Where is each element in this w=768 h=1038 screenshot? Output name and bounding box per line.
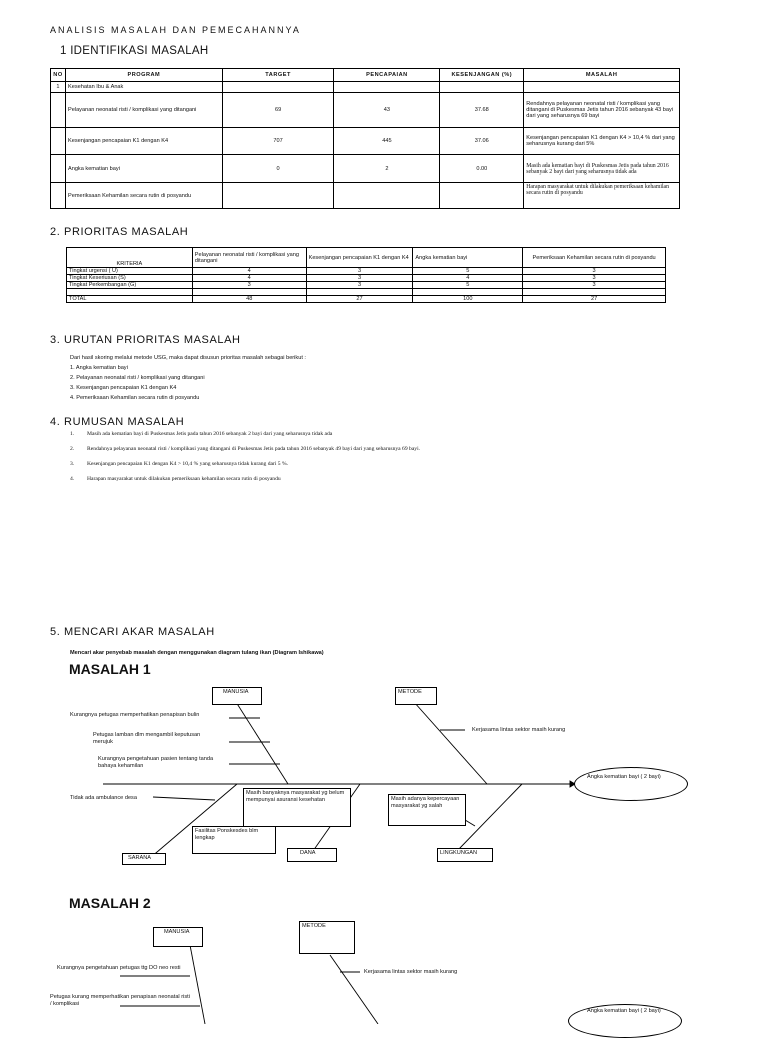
cell: 3 (306, 268, 413, 275)
group-label: Kesehatan Ibu & Anak (65, 82, 222, 93)
row-program: Angka kematian bayi (65, 155, 222, 183)
group-no: 1 (51, 82, 66, 93)
cause-label: Kerjasama lintas sektor masih kurang (364, 969, 458, 975)
masalah2-title: MASALAH 2 (69, 895, 151, 911)
problem-head-oval: Angka kematian bayi ( 2 bayi) (574, 767, 688, 801)
cause-label: Kurangnya petugas memperhatikan penapisan bulin (70, 712, 200, 718)
cause-label: Tidak ada ambulance desa (70, 795, 137, 801)
col-kesenjangan: KESENJANGAN (%) (440, 69, 524, 82)
row-kesenjangan: 37.06 (440, 128, 524, 155)
col-pemeriksaan: Pemeriksaan Kehamilan secara rutin di posyandu (523, 248, 666, 268)
cause-box-fasilitas: Fasilitas Ponskesdes blm lengkap (192, 826, 276, 854)
bone-manusia-2 (190, 945, 205, 1024)
col-no: NO (51, 69, 66, 82)
category-lingkungan: LINGKUNGAN (437, 848, 493, 862)
total-label: TOTAL (67, 296, 193, 303)
row-pencapaian: 43 (334, 93, 440, 128)
cause-label: Kurangnya pengetahuan pasien tentang tanda bahaya kehamilan (98, 756, 214, 769)
list-item: 4. Pemeriksaan Kehamilan secara rutin di posyandu (70, 395, 200, 401)
bone-lingkungan (458, 784, 522, 850)
cell: 27 (523, 296, 666, 303)
col-kriteria: KRITERIA (67, 248, 193, 268)
row-program: Kesenjangan pencapaian K1 dengan K4 (65, 128, 222, 155)
masalah1-title: MASALAH 1 (69, 661, 151, 677)
problem-head-oval-2: Angka kematian bayi ( 2 bayi) (568, 1004, 682, 1038)
row-program: Pelayanan neonatal risti / komplikasi yang ditangani (65, 93, 222, 128)
bone-metode-2 (330, 955, 378, 1024)
cell: 4 (192, 268, 306, 275)
cause-box-kepercayaan: Masih adanya kepercayaan masyarakat yg salah (388, 794, 466, 826)
bone-metode (414, 702, 487, 784)
cause-box-asuransi: Masih banyaknya masyarakat yg belum mempunyai asuransi kesehatan (243, 788, 351, 827)
priority-intro: Dari hasil skoring melalui metode USG, maka dapat disusun prioritas masalah sebagai berikut : (70, 355, 306, 361)
row-masalah: Harapan masyarakat untuk dilakukan pemeriksaan kehamilan secara rutin di posyandu (524, 183, 680, 209)
section5-heading: 5. MENCARI AKAR MASALAH (50, 626, 215, 638)
row-program: Pemeriksaan Kehamilan secara rutin di posyandu (65, 183, 222, 209)
category-metode-2: METODE (299, 921, 355, 954)
row-target: 0 (222, 155, 334, 183)
cell: 5 (413, 268, 523, 275)
cause-arrow (153, 797, 215, 800)
col-masalah: MASALAH (524, 69, 680, 82)
document-title: ANALISIS MASALAH DAN PEMECAHANNYA (50, 25, 301, 35)
category-manusia-2: MANUSIA (153, 927, 203, 947)
bone-manusia (236, 702, 288, 784)
row-pencapaian: 445 (334, 128, 440, 155)
cell: 4 (413, 275, 523, 282)
category-sarana: SARANA (122, 853, 166, 865)
cause-label: Kurangnya pengetahuan petugas ttg DO neo resti (57, 965, 181, 971)
row-kesenjangan: 37.68 (440, 93, 524, 128)
section3-heading: 3. URUTAN PRIORITAS MASALAH (50, 334, 241, 346)
section2-heading: 2. PRIORITAS MASALAH (50, 226, 189, 238)
cell: 3 (306, 275, 413, 282)
row-target: 707 (222, 128, 334, 155)
row-target: 69 (222, 93, 334, 128)
cause-label: Petugas lamban dlm mengambil keputusan merujuk (93, 732, 201, 745)
row-masalah: Rendahnya pelayanan neonatal risti / komplikasi yang ditangani di Puskesmas Jetis tahun 2016 sebanyak 43 bayi dari yang seharusnya 69 bayi (524, 93, 680, 128)
list-item: 3. Kesenjangan pencapaian K1 dengan K4 (70, 385, 177, 391)
cell: 5 (413, 282, 523, 289)
category-metode: METODE (395, 687, 437, 705)
col-program: PROGRAM (65, 69, 222, 82)
category-manusia: MANUSIA (212, 687, 262, 705)
col-kesenjangan: Kesenjangan pencapaian K1 dengan K4 (306, 248, 413, 268)
list-item: 2. Pelayanan neonatal risti / komplikasi yang ditangani (70, 375, 205, 381)
category-dana: DANA (287, 848, 337, 862)
section1-heading: 1 IDENTIFIKASI MASALAH (60, 45, 209, 57)
cell: 3 (192, 282, 306, 289)
cell: 3 (523, 268, 666, 275)
col-kematian: Angka kematian bayi (413, 248, 523, 268)
col-target: TARGET (222, 69, 334, 82)
cell: 3 (306, 282, 413, 289)
cell: 100 (413, 296, 523, 303)
row-pencapaian: 2 (334, 155, 440, 183)
cell: 27 (306, 296, 413, 303)
list-item: 1. Angka kematian bayi (70, 365, 128, 371)
cell: 3 (523, 275, 666, 282)
row-label: Tingkat Perkembangan (G) (67, 282, 193, 289)
col-pencapaian: PENCAPAIAN (334, 69, 440, 82)
cause-label: Kerjasama lintas sektor masih kurang (472, 727, 566, 733)
row-kesenjangan: 0.00 (440, 155, 524, 183)
col-neonatal: Pelayanan neonatal risti / komplikasi yang ditangani (192, 248, 306, 268)
row-label: Tingkat Keseriusan (S) (67, 275, 193, 282)
row-label: Tingkat urgensi ( U) (67, 268, 193, 275)
section4-heading: 4. RUMUSAN MASALAH (50, 416, 185, 428)
row-masalah: Masih ada kematian bayi di Puskesmas Jetis pada tahun 2016 sebanyak 2 bayi dari yang seharusnya tidak ada (524, 155, 680, 183)
section5-intro: Mencari akar penyebab masalah dengan menggunakan diagram tulang ikan (Diagram Ishikawa) (70, 650, 324, 656)
cause-label: Petugas kurang memperhatikan penapisan neonatal risti / komplikasi (50, 994, 190, 1007)
cell: 48 (192, 296, 306, 303)
cell: 4 (192, 275, 306, 282)
row-masalah: Kesenjangan pencapaian K1 dengan K4 > 10,4 % dari yang seharusnya kurang dari 5% (524, 128, 680, 155)
cell: 3 (523, 282, 666, 289)
